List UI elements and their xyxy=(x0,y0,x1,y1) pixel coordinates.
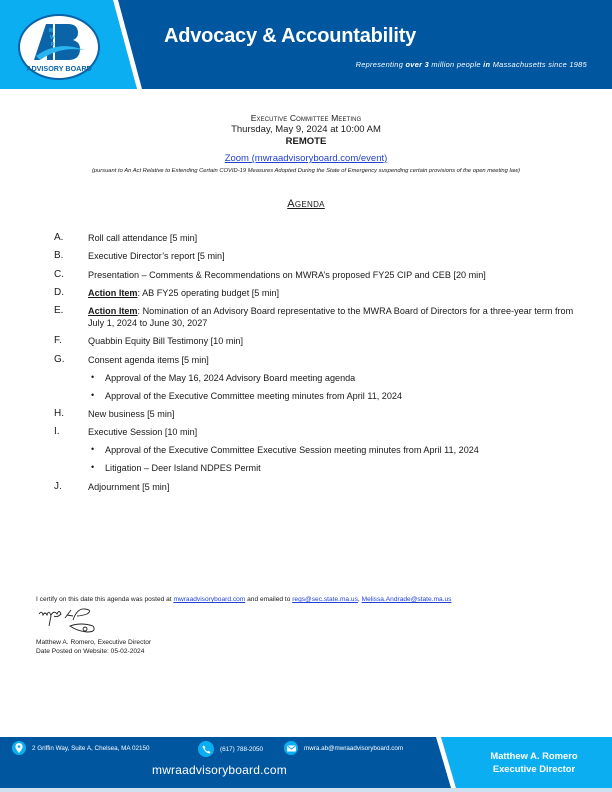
svg-text:A: A xyxy=(52,49,56,55)
email-link-andrade[interactable]: Melissa.Andrade@state.ma.us xyxy=(361,596,452,603)
item-text: Roll call attendance [5 min] xyxy=(88,233,198,243)
agenda-item-e xyxy=(54,305,574,329)
agenda-item-d xyxy=(54,287,574,299)
item-letter: H. xyxy=(54,408,64,420)
header-tagline: Representing over 3 million people in Massachusetts since 1985 xyxy=(355,60,587,69)
svg-text:M: M xyxy=(49,28,54,34)
footer-banner xyxy=(0,737,612,788)
item-letter: D. xyxy=(54,286,64,298)
director-name: Matthew A. Romero xyxy=(490,750,578,761)
agenda-item-g xyxy=(54,354,574,402)
advisory-board-logo xyxy=(18,14,100,80)
footer-phone[interactable]: (617) 788-2050 xyxy=(198,741,263,757)
signer-name: Matthew A. Romero, Executive Director xyxy=(36,639,152,646)
agenda-item-h xyxy=(54,408,574,420)
item-text: Consent agenda items [5 min] xyxy=(88,354,209,365)
certification-statement: I certify on this date this agenda was posted at mwraadvisoryboard.com and emailed to regs@sec.state.ma.us, Melissa.Andrade@state.ma.us xyxy=(36,596,452,603)
email-link-regs[interactable]: regs@sec.state.ma.us xyxy=(292,596,358,603)
agenda-item-f xyxy=(54,335,574,347)
agenda-item-i xyxy=(54,426,574,474)
agenda-item-b xyxy=(54,250,574,262)
sub-item xyxy=(88,444,574,456)
item-text: Presentation – Comments & Recommendations on MWRA’s proposed FY25 CIP and CEB [20 min] xyxy=(88,269,486,280)
meeting-title: Executive Committee Meeting xyxy=(250,113,362,123)
agenda-item-c xyxy=(54,269,574,281)
item-letter: I. xyxy=(54,426,60,438)
date-posted: Date Posted on Website: 05-02-2024 xyxy=(36,648,145,655)
location-pin-icon xyxy=(12,741,26,755)
sub-item xyxy=(88,462,574,474)
bullet-icon: • xyxy=(91,389,95,400)
sub-item xyxy=(88,390,574,402)
signature-icon xyxy=(37,606,99,634)
item-text: Adjournment [5 min] xyxy=(88,481,170,492)
agenda-list xyxy=(54,232,574,499)
footer-email[interactable]: mwra.ab@mwraadvisoryboard.com xyxy=(284,741,403,755)
svg-text:ADVISORY BOARD: ADVISORY BOARD xyxy=(26,64,92,73)
item-text: Quabbin Equity Bill Testimony [10 min] xyxy=(88,336,244,347)
svg-text:R: R xyxy=(51,42,55,48)
item-letter: C. xyxy=(54,268,64,280)
sub-list xyxy=(88,372,574,402)
svg-text:W: W xyxy=(50,35,55,41)
bullet-icon: • xyxy=(91,371,95,382)
website-link[interactable]: mwraadvisoryboard.com xyxy=(173,596,246,603)
item-text: : Nomination of an Advisory Board representative to the MWRA Board of Directors for a three-year term from July 1, 2024 to June 30, 2027 xyxy=(88,306,574,329)
meeting-mode: REMOTE xyxy=(285,136,327,147)
logo-icon xyxy=(20,16,98,78)
pursuant-note: (pursuant to An Act Relative to Extending Certain COVID-19 Measures Adopted During the State of Emergency suspending certain provisions of the open meeting law) xyxy=(91,168,521,174)
item-letter: F. xyxy=(54,335,62,347)
signer-block xyxy=(36,638,151,656)
action-item-label: Action Item xyxy=(88,287,138,298)
signature-image xyxy=(37,606,99,639)
footer-bottom-line xyxy=(0,788,612,792)
footer-director xyxy=(456,749,612,775)
header-banner xyxy=(0,0,612,89)
director-title: Executive Director xyxy=(492,763,576,774)
item-text: New business [5 min] xyxy=(88,409,175,420)
item-text: : AB FY25 operating budget [5 min] xyxy=(137,287,280,298)
header-title: Advocacy & Accountability xyxy=(164,25,417,47)
sub-item xyxy=(88,372,574,384)
item-letter: J. xyxy=(54,480,62,492)
footer-address: 2 Griffin Way, Suite A, Chelsea, MA 02150 xyxy=(12,741,150,755)
agenda-item-j xyxy=(54,481,574,493)
envelope-icon xyxy=(284,741,298,755)
item-text: Executive Session [10 min] xyxy=(88,427,198,438)
footer-website[interactable]: mwraadvisoryboard.com xyxy=(152,763,287,777)
item-letter: B. xyxy=(54,250,64,262)
item-letter: G. xyxy=(54,353,65,365)
sub-item-text: Approval of the Executive Committee Executive Session meeting minutes from April 11, 2024 xyxy=(105,445,479,456)
zoom-link[interactable]: Zoom (mwraadvisoryboard.com/event) xyxy=(224,153,388,164)
bullet-icon: • xyxy=(91,462,95,473)
sub-list xyxy=(88,444,574,474)
item-letter: A. xyxy=(54,232,64,243)
bullet-icon: • xyxy=(91,444,95,455)
phone-icon xyxy=(198,741,214,757)
agenda-heading: Agenda xyxy=(287,198,325,210)
meeting-date: Thursday, May 9, 2024 at 10:00 AM xyxy=(231,124,381,135)
action-item-label: Action Item xyxy=(88,306,138,317)
item-letter: E. xyxy=(54,305,64,317)
sub-item-text: Approval of the May 16, 2024 Advisory Board meeting agenda xyxy=(105,372,356,383)
agenda-item-a xyxy=(54,232,574,244)
item-text: Executive Director’s report [5 min] xyxy=(88,251,225,262)
sub-item-text: Approval of the Executive Committee meeting minutes from April 11, 2024 xyxy=(105,390,403,401)
sub-item-text: Litigation – Deer Island NDPES Permit xyxy=(105,463,261,474)
